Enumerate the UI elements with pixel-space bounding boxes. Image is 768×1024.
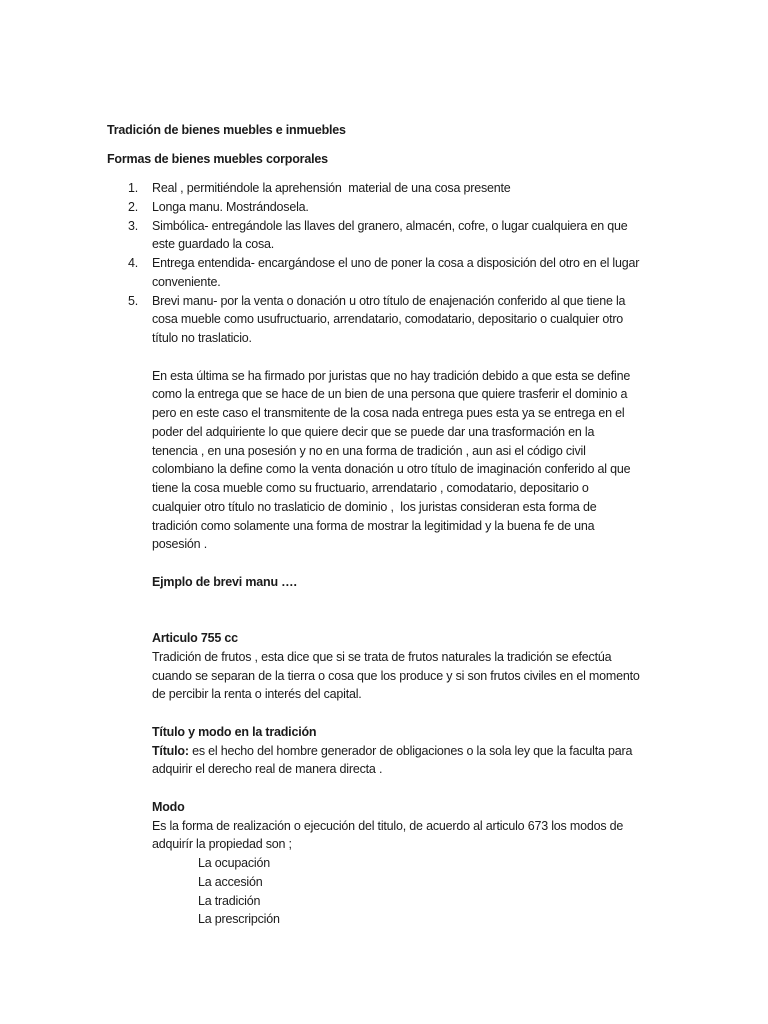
list-item [107,292,747,348]
paragraph-line: adquirir el derecho real de manera directa . [152,762,383,777]
list-item-line: Simbólica- entregándole las llaves del granero, almacén, cofre, o lugar cualquiera en que [152,218,628,233]
mode-item: La accesión [198,874,263,889]
paragraph-line: tradición como solamente una forma de mostrar la legitimidad y la buena fe de una [152,518,595,533]
mode-section [107,798,747,854]
definition-term: Título: [152,743,189,758]
mode-item: La prescripción [198,912,280,927]
list-item-line: Entrega entendida- encargándose el uno de poner la cosa a disposición del otro en el lugar [152,256,640,270]
list-number: 5. [128,293,139,308]
example-heading: Ejmplo de brevi manu …. [152,574,297,589]
title-mode-section [107,723,747,779]
list-number: 4. [128,256,139,270]
list-item [107,217,747,255]
list-number: 2. [128,199,139,214]
paragraph-line: cualquier otro título no traslaticio de dominio , los juristas consideran esta forma de [152,499,597,514]
paragraph-line: posesión . [152,537,207,552]
list-item-line: Real , permitiéndole la aprehensión material de una cosa presente [152,181,511,195]
paragraph-line: colombiano la define como la venta donación u otro título de imaginación conferido al que [152,462,631,477]
list-item-line: este guardado la cosa. [152,237,275,252]
list-item [107,254,747,292]
mode-item: La ocupación [198,856,270,870]
mode-item: La tradición [198,893,261,908]
article-heading: Articulo 755 cc [152,631,238,645]
list-item-line: conveniente. [152,274,221,289]
list-item-line: Brevi manu- por la venta o donación u otro título de enajenación conferido al que tiene la [152,293,626,308]
paragraph-line: adquirír la propiedad son ; [152,837,292,852]
paragraph-line: Es la forma de realización o ejecución del titulo, de acuerdo al articulo 673 los modos de [152,818,624,833]
explanation-paragraph [107,367,747,555]
list-item-line: título no traslaticio. [152,331,252,345]
paragraph-line: como la entrega que se hace de un bien de una persona que quiere trasferir el dominio a [152,387,628,402]
definition-text: es el hecho del hombre generador de obligaciones o la sola ley que la faculta para [192,743,633,758]
list-item-line: Longa manu. Mostrándosela. [152,199,309,214]
paragraph-line: pero en este caso el transmitente de la cosa nada entrega pues esta ya se entrega en el [152,406,625,420]
definition-line [152,742,747,761]
article-section [107,629,747,704]
document-body [107,121,747,929]
section-heading-forms: Formas de bienes muebles corporales [107,151,328,166]
paragraph-line: tenencia , en una posesión y no en una forma de tradición , aun asi el código civil [152,443,586,458]
paragraph-line: En esta última se ha firmado por juristas que no hay tradición debido a que esta se define [152,368,631,383]
list-item [107,179,747,198]
list-item [107,198,747,217]
document-title: Tradición de bienes muebles e inmuebles [107,123,346,137]
title-mode-heading: Título y modo en la tradición [152,724,317,739]
modes-list [107,854,747,929]
paragraph-line: cuando se separan de la tierra o cosa que los produce y si son frutos civiles en el momento [152,668,640,683]
paragraph-line: poder del adquiriente lo que quiere decir que se puede dar una trasformación en la [152,424,595,439]
list-number: 1. [128,181,139,195]
paragraph-line: tiene la cosa mueble como su fructuario, arrendatario , comodatario, depositario o [152,481,589,495]
mode-heading: Modo [152,799,185,814]
paragraph-line: Tradición de frutos , esta dice que si se trata de frutos naturales la tradición se efectúa [152,649,612,664]
paragraph-line: de percibir la renta o interés del capital. [152,687,362,702]
list-number: 3. [128,218,139,233]
list-item-line: cosa mueble como usufructuario, arrendatario, comodatario, depositario o cualquier otro [152,312,624,327]
forms-list [107,179,747,348]
